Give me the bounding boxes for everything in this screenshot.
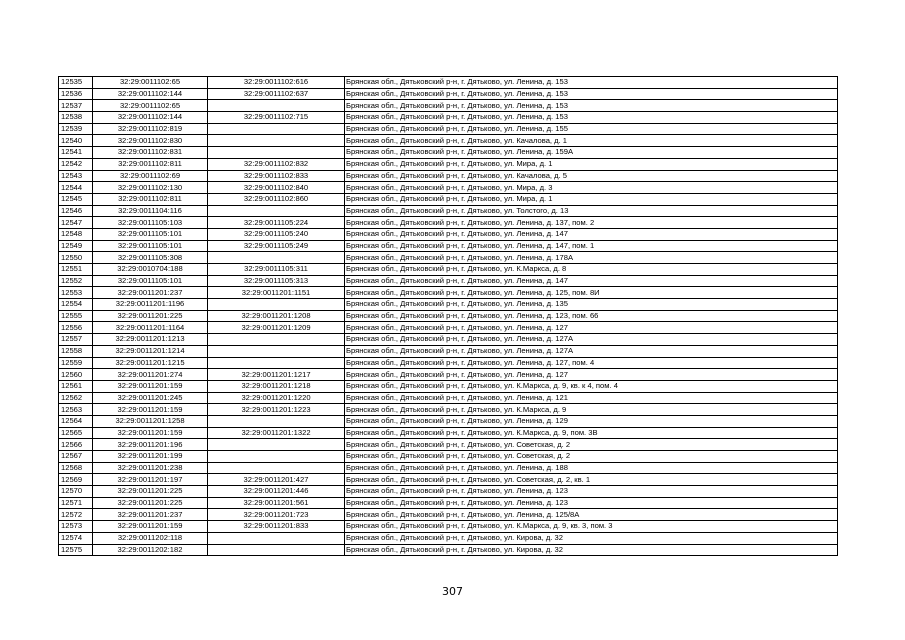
row-number-cell: 12550: [59, 252, 93, 264]
row-number-cell: 12551: [59, 264, 93, 276]
table-row: [59, 217, 838, 229]
address-cell: Брянская обл., Дятьковский р-н, г. Дятьково, ул. Ленина, д. 137, пом. 2: [345, 217, 838, 229]
parent-cadastral-number-cell: 32:29:0011201:237: [93, 287, 208, 299]
row-number-cell: 12565: [59, 427, 93, 439]
parent-cadastral-number-cell: 32:29:0011201:159: [93, 404, 208, 416]
table-row: [59, 404, 838, 416]
row-number-cell: 12544: [59, 182, 93, 194]
cadastral-number-cell: [208, 439, 345, 451]
address-cell: Брянская обл., Дятьковский р-н, г. Дятьково, ул. Качалова, д. 5: [345, 170, 838, 182]
address-cell: Брянская обл., Дятьковский р-н, г. Дятьково, ул. Ленина, д. 153: [345, 112, 838, 124]
table-row: [59, 380, 838, 392]
cadastral-number-cell: [208, 532, 345, 544]
table-row: [59, 299, 838, 311]
row-number-cell: 12568: [59, 462, 93, 474]
parent-cadastral-number-cell: 32:29:0011201:159: [93, 427, 208, 439]
parent-cadastral-number-cell: 32:29:0011102:831: [93, 147, 208, 159]
row-number-cell: 12545: [59, 193, 93, 205]
address-cell: Брянская обл., Дятьковский р-н, г. Дятьково, ул. Мира, д. 1: [345, 193, 838, 205]
row-number-cell: 12547: [59, 217, 93, 229]
table-row: [59, 275, 838, 287]
address-cell: Брянская обл., Дятьковский р-н, г. Дятьково, ул. К.Маркса, д. 9, кв. 3, пом. 3: [345, 521, 838, 533]
parent-cadastral-number-cell: 32:29:0011201:199: [93, 451, 208, 463]
parent-cadastral-number-cell: 32:29:0011102:130: [93, 182, 208, 194]
address-cell: Брянская обл., Дятьковский р-н, г. Дятьково, ул. Ленина, д. 127А: [345, 334, 838, 346]
address-cell: Брянская обл., Дятьковский р-н, г. Дятьково, ул. Ленина, д. 153: [345, 88, 838, 100]
table-row: [59, 334, 838, 346]
cadastral-number-cell: [208, 135, 345, 147]
parent-cadastral-number-cell: 32:29:0011201:1164: [93, 322, 208, 334]
address-cell: Брянская обл., Дятьковский р-н, г. Дятьково, ул. Ленина, д. 153: [345, 100, 838, 112]
parent-cadastral-number-cell: 32:29:0011202:118: [93, 532, 208, 544]
table-row: [59, 345, 838, 357]
table-row: [59, 357, 838, 369]
cadastral-number-cell: [208, 123, 345, 135]
table-row: [59, 240, 838, 252]
address-cell: Брянская обл., Дятьковский р-н, г. Дятьково, ул. Ленина, д. 153: [345, 77, 838, 89]
cadastral-number-cell: 32:29:0011105:249: [208, 240, 345, 252]
cadastral-number-cell: [208, 205, 345, 217]
row-number-cell: 12541: [59, 147, 93, 159]
cadastral-number-cell: [208, 415, 345, 427]
table-row: [59, 532, 838, 544]
cadastral-number-cell: 32:29:0011201:446: [208, 486, 345, 498]
parent-cadastral-number-cell: 32:29:0011201:1214: [93, 345, 208, 357]
address-cell: Брянская обл., Дятьковский р-н, г. Дятьково, ул. К.Маркса, д. 9: [345, 404, 838, 416]
cadastral-number-cell: 32:29:0011102:637: [208, 88, 345, 100]
table-row: [59, 88, 838, 100]
cadastral-number-cell: [208, 345, 345, 357]
table-row: [59, 369, 838, 381]
table-row: [59, 322, 838, 334]
address-cell: Брянская обл., Дятьковский р-н, г. Дятьково, ул. Ленина, д. 129: [345, 415, 838, 427]
parent-cadastral-number-cell: 32:29:0011201:245: [93, 392, 208, 404]
registry-table-body: [59, 77, 838, 556]
address-cell: Брянская обл., Дятьковский р-н, г. Дятьково, ул. Ленина, д. 147, пом. 1: [345, 240, 838, 252]
address-cell: Брянская обл., Дятьковский р-н, г. Дятьково, ул. Ленина, д. 188: [345, 462, 838, 474]
cadastral-number-cell: 32:29:0011102:832: [208, 158, 345, 170]
parent-cadastral-number-cell: 32:29:0011201:1196: [93, 299, 208, 311]
row-number-cell: 12535: [59, 77, 93, 89]
parent-cadastral-number-cell: 32:29:0011201:1213: [93, 334, 208, 346]
table-row: [59, 264, 838, 276]
parent-cadastral-number-cell: 32:29:0011105:103: [93, 217, 208, 229]
parent-cadastral-number-cell: 32:29:0011201:237: [93, 509, 208, 521]
cadastral-number-cell: 32:29:0011201:1223: [208, 404, 345, 416]
cadastral-number-cell: 32:29:0011201:1220: [208, 392, 345, 404]
address-cell: Брянская обл., Дятьковский р-н, г. Дятьково, ул. Кирова, д. 32: [345, 532, 838, 544]
row-number-cell: 12549: [59, 240, 93, 252]
cadastral-number-cell: [208, 299, 345, 311]
cadastral-number-cell: [208, 544, 345, 556]
page-number: 307: [442, 585, 463, 598]
parent-cadastral-number-cell: 32:29:0011201:1215: [93, 357, 208, 369]
table-row: [59, 170, 838, 182]
address-cell: Брянская обл., Дятьковский р-н, г. Дятьково, ул. Ленина, д. 127, пом. 4: [345, 357, 838, 369]
table-row: [59, 287, 838, 299]
parent-cadastral-number-cell: 32:29:0011201:238: [93, 462, 208, 474]
row-number-cell: 12542: [59, 158, 93, 170]
row-number-cell: 12560: [59, 369, 93, 381]
address-cell: Брянская обл., Дятьковский р-н, г. Дятьково, ул. Советская, д. 2, кв. 1: [345, 474, 838, 486]
cadastral-number-cell: 32:29:0011201:1208: [208, 310, 345, 322]
cadastral-number-cell: 32:29:0011201:1322: [208, 427, 345, 439]
cadastral-number-cell: 32:29:0011201:1217: [208, 369, 345, 381]
parent-cadastral-number-cell: 32:29:0011201:196: [93, 439, 208, 451]
cadastral-number-cell: 32:29:0011201:1151: [208, 287, 345, 299]
cadastral-number-cell: [208, 147, 345, 159]
parent-cadastral-number-cell: 32:29:0011105:101: [93, 228, 208, 240]
cadastral-number-cell: 32:29:0011105:311: [208, 264, 345, 276]
address-cell: Брянская обл., Дятьковский р-н, г. Дятьково, ул. Ленина, д. 155: [345, 123, 838, 135]
table-row: [59, 147, 838, 159]
table-row: [59, 182, 838, 194]
address-cell: Брянская обл., Дятьковский р-н, г. Дятьково, ул. Кирова, д. 32: [345, 544, 838, 556]
row-number-cell: 12574: [59, 532, 93, 544]
cadastral-number-cell: [208, 462, 345, 474]
cadastral-number-cell: 32:29:0011102:616: [208, 77, 345, 89]
table-row: [59, 497, 838, 509]
table-row: [59, 439, 838, 451]
row-number-cell: 12555: [59, 310, 93, 322]
parent-cadastral-number-cell: 32:29:0011105:308: [93, 252, 208, 264]
parent-cadastral-number-cell: 32:29:0011201:225: [93, 486, 208, 498]
row-number-cell: 12566: [59, 439, 93, 451]
address-cell: Брянская обл., Дятьковский р-н, г. Дятьково, ул. Ленина, д. 125, пом. 8И: [345, 287, 838, 299]
cadastral-number-cell: 32:29:0011102:715: [208, 112, 345, 124]
table-row: [59, 77, 838, 89]
table-row: [59, 252, 838, 264]
table-row: [59, 451, 838, 463]
row-number-cell: 12561: [59, 380, 93, 392]
address-cell: Брянская обл., Дятьковский р-н, г. Дятьково, ул. К.Маркса, д. 8: [345, 264, 838, 276]
parent-cadastral-number-cell: 32:29:0011102:144: [93, 88, 208, 100]
address-cell: Брянская обл., Дятьковский р-н, г. Дятьково, ул. Ленина, д. 127А: [345, 345, 838, 357]
address-cell: Брянская обл., Дятьковский р-н, г. Дятьково, ул. Ленина, д. 123, пом. 66: [345, 310, 838, 322]
table-row: [59, 100, 838, 112]
cadastral-number-cell: 32:29:0011105:313: [208, 275, 345, 287]
table-row: [59, 135, 838, 147]
parent-cadastral-number-cell: 32:29:0011102:65: [93, 77, 208, 89]
address-cell: Брянская обл., Дятьковский р-н, г. Дятьково, ул. Мира, д. 3: [345, 182, 838, 194]
row-number-cell: 12563: [59, 404, 93, 416]
row-number-cell: 12554: [59, 299, 93, 311]
address-cell: Брянская обл., Дятьковский р-н, г. Дятьково, ул. Ленина, д. 127: [345, 322, 838, 334]
table-row: [59, 544, 838, 556]
parent-cadastral-number-cell: 32:29:0011105:101: [93, 240, 208, 252]
cadastral-number-cell: 32:29:0011105:224: [208, 217, 345, 229]
parent-cadastral-number-cell: 32:29:0011201:274: [93, 369, 208, 381]
cadastral-number-cell: [208, 451, 345, 463]
parent-cadastral-number-cell: 32:29:0011104:116: [93, 205, 208, 217]
table-row: [59, 193, 838, 205]
row-number-cell: 12571: [59, 497, 93, 509]
table-row: [59, 205, 838, 217]
parent-cadastral-number-cell: 32:29:0011201:197: [93, 474, 208, 486]
row-number-cell: 12573: [59, 521, 93, 533]
row-number-cell: 12558: [59, 345, 93, 357]
row-number-cell: 12557: [59, 334, 93, 346]
row-number-cell: 12540: [59, 135, 93, 147]
row-number-cell: 12553: [59, 287, 93, 299]
address-cell: Брянская обл., Дятьковский р-н, г. Дятьково, ул. Ленина, д. 147: [345, 275, 838, 287]
cadastral-number-cell: [208, 357, 345, 369]
address-cell: Брянская обл., Дятьковский р-н, г. Дятьково, ул. Ленина, д. 147: [345, 228, 838, 240]
address-cell: Брянская обл., Дятьковский р-н, г. Дятьково, ул. К.Маркса, д. 9, кв. к 4, пом. 4: [345, 380, 838, 392]
table-row: [59, 427, 838, 439]
address-cell: Брянская обл., Дятьковский р-н, г. Дятьково, ул. Ленина, д. 178А: [345, 252, 838, 264]
table-row: [59, 392, 838, 404]
table-row: [59, 228, 838, 240]
cadastral-number-cell: 32:29:0011102:833: [208, 170, 345, 182]
parent-cadastral-number-cell: 32:29:0011102:830: [93, 135, 208, 147]
cadastral-number-cell: 32:29:0011105:240: [208, 228, 345, 240]
parent-cadastral-number-cell: 32:29:0011201:159: [93, 380, 208, 392]
parent-cadastral-number-cell: 32:29:0011102:819: [93, 123, 208, 135]
parent-cadastral-number-cell: 32:29:0011102:811: [93, 193, 208, 205]
cadastral-number-cell: [208, 100, 345, 112]
cadastral-number-cell: 32:29:0011201:1218: [208, 380, 345, 392]
row-number-cell: 12556: [59, 322, 93, 334]
address-cell: Брянская обл., Дятьковский р-н, г. Дятьково, ул. Ленина, д. 159А: [345, 147, 838, 159]
table-row: [59, 521, 838, 533]
address-cell: Брянская обл., Дятьковский р-н, г. Дятьково, ул. К.Маркса, д. 9, пом. 3В: [345, 427, 838, 439]
cadastral-number-cell: 32:29:0011201:723: [208, 509, 345, 521]
parent-cadastral-number-cell: 32:29:0011102:811: [93, 158, 208, 170]
row-number-cell: 12569: [59, 474, 93, 486]
address-cell: Брянская обл., Дятьковский р-н, г. Дятьково, ул. Советская, д. 2: [345, 451, 838, 463]
row-number-cell: 12539: [59, 123, 93, 135]
cadastral-number-cell: 32:29:0011201:833: [208, 521, 345, 533]
address-cell: Брянская обл., Дятьковский р-н, г. Дятьково, ул. Ленина, д. 121: [345, 392, 838, 404]
row-number-cell: 12562: [59, 392, 93, 404]
table-row: [59, 462, 838, 474]
address-cell: Брянская обл., Дятьковский р-н, г. Дятьково, ул. Советская, д. 2: [345, 439, 838, 451]
cadastral-number-cell: [208, 334, 345, 346]
row-number-cell: 12543: [59, 170, 93, 182]
parent-cadastral-number-cell: 32:29:0011201:225: [93, 310, 208, 322]
row-number-cell: 12567: [59, 451, 93, 463]
table-row: [59, 474, 838, 486]
parent-cadastral-number-cell: 32:29:0011102:144: [93, 112, 208, 124]
row-number-cell: 12538: [59, 112, 93, 124]
row-number-cell: 12572: [59, 509, 93, 521]
parent-cadastral-number-cell: 32:29:0011201:1258: [93, 415, 208, 427]
address-cell: Брянская обл., Дятьковский р-н, г. Дятьково, ул. Ленина, д. 135: [345, 299, 838, 311]
registry-table: [58, 76, 838, 556]
cadastral-number-cell: 32:29:0011201:1209: [208, 322, 345, 334]
parent-cadastral-number-cell: 32:29:0011201:225: [93, 497, 208, 509]
address-cell: Брянская обл., Дятьковский р-н, г. Дятьково, ул. Ленина, д. 123: [345, 486, 838, 498]
table-row: [59, 415, 838, 427]
row-number-cell: 12564: [59, 415, 93, 427]
address-cell: Брянская обл., Дятьковский р-н, г. Дятьково, ул. Мира, д. 1: [345, 158, 838, 170]
row-number-cell: 12548: [59, 228, 93, 240]
table-row: [59, 486, 838, 498]
address-cell: Брянская обл., Дятьковский р-н, г. Дятьково, ул. Толстого, д. 13: [345, 205, 838, 217]
row-number-cell: 12546: [59, 205, 93, 217]
parent-cadastral-number-cell: 32:29:0011202:182: [93, 544, 208, 556]
cadastral-number-cell: 32:29:0011201:427: [208, 474, 345, 486]
parent-cadastral-number-cell: 32:29:0011102:69: [93, 170, 208, 182]
cadastral-number-cell: 32:29:0011102:840: [208, 182, 345, 194]
cadastral-number-cell: 32:29:0011201:561: [208, 497, 345, 509]
address-cell: Брянская обл., Дятьковский р-н, г. Дятьково, ул. Ленина, д. 125/8А: [345, 509, 838, 521]
table-row: [59, 158, 838, 170]
table-row: [59, 112, 838, 124]
cadastral-number-cell: [208, 252, 345, 264]
row-number-cell: 12575: [59, 544, 93, 556]
address-cell: Брянская обл., Дятьковский р-н, г. Дятьково, ул. Ленина, д. 127: [345, 369, 838, 381]
parent-cadastral-number-cell: 32:29:0011201:159: [93, 521, 208, 533]
row-number-cell: 12536: [59, 88, 93, 100]
table-row: [59, 310, 838, 322]
parent-cadastral-number-cell: 32:29:0010704:188: [93, 264, 208, 276]
parent-cadastral-number-cell: 32:29:0011102:65: [93, 100, 208, 112]
table-row: [59, 509, 838, 521]
address-cell: Брянская обл., Дятьковский р-н, г. Дятьково, ул. Качалова, д. 1: [345, 135, 838, 147]
table-row: [59, 123, 838, 135]
row-number-cell: 12552: [59, 275, 93, 287]
row-number-cell: 12570: [59, 486, 93, 498]
row-number-cell: 12559: [59, 357, 93, 369]
cadastral-number-cell: 32:29:0011102:860: [208, 193, 345, 205]
row-number-cell: 12537: [59, 100, 93, 112]
parent-cadastral-number-cell: 32:29:0011105:101: [93, 275, 208, 287]
address-cell: Брянская обл., Дятьковский р-н, г. Дятьково, ул. Ленина, д. 123: [345, 497, 838, 509]
